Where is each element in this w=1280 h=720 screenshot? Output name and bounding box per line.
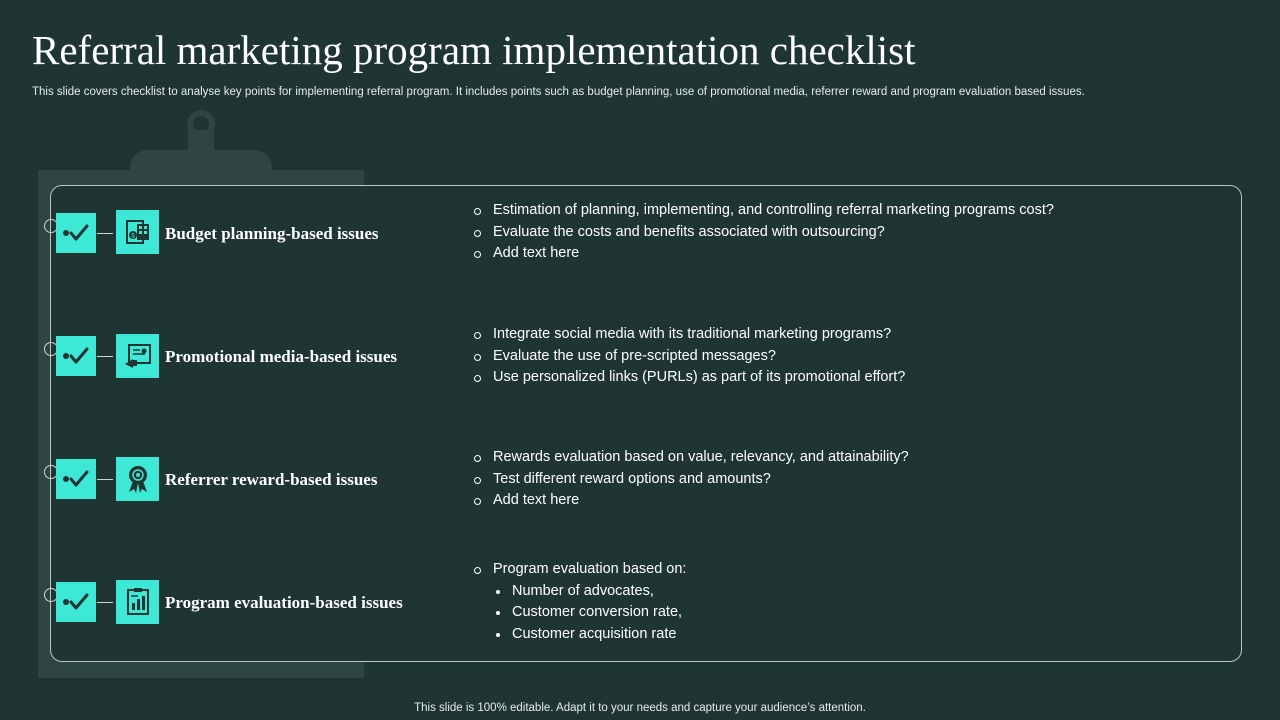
row-points <box>474 447 909 512</box>
checkbox-checked[interactable] <box>56 582 96 622</box>
row-label: Program evaluation-based issues <box>165 593 403 612</box>
megaphone-media-icon <box>116 334 159 378</box>
slide-title: Referral marketing program implementation checklist <box>32 27 916 73</box>
point-item: Add text here <box>474 490 909 512</box>
budget-calculator-icon <box>116 210 159 254</box>
row-points <box>474 200 1054 265</box>
point-item: Integrate social media with its traditional marketing programs? <box>474 324 905 346</box>
row-label: Budget planning-based issues <box>165 224 379 243</box>
row-connector <box>97 356 113 357</box>
svg-text:$: $ <box>130 233 135 240</box>
point-item: Evaluate the costs and benefits associated with outsourcing? <box>474 222 1054 244</box>
checkbox-checked[interactable] <box>56 336 96 376</box>
row-points <box>474 559 686 645</box>
sub-point-item: Customer conversion rate, <box>493 602 686 624</box>
point-item: Estimation of planning, implementing, and controlling referral marketing programs cost? <box>474 200 1054 222</box>
evaluation-report-icon <box>116 580 159 624</box>
checkbox-checked[interactable] <box>56 459 96 499</box>
sub-points <box>493 581 686 646</box>
checkmark-icon <box>62 468 90 490</box>
row-connector <box>97 233 113 234</box>
award-badge-icon <box>116 457 159 501</box>
sub-point-item: Number of advocates, <box>493 581 686 603</box>
point-item: Test different reward options and amounts? <box>474 469 909 491</box>
point-item: Rewards evaluation based on value, relevancy, and attainability? <box>474 447 909 469</box>
point-item: Program evaluation based on: Number of advocates, Customer conversion rate, Customer acquisition rate <box>474 559 686 645</box>
row-connector <box>97 479 113 480</box>
slide-footer: This slide is 100% editable. Adapt it to your needs and capture your audience’s attention. <box>414 702 866 714</box>
slide-subtitle: This slide covers checklist to analyse key points for implementing referral program. It includes points such as budget planning, use of promotional media, referrer reward and program evaluation based issues. <box>32 86 1085 98</box>
checkbox-checked[interactable] <box>56 213 96 253</box>
point-item: Evaluate the use of pre-scripted messages? <box>474 346 905 368</box>
row-label: Promotional media-based issues <box>165 347 398 366</box>
point-item: Use personalized links (PURLs) as part of its promotional effort? <box>474 367 905 389</box>
checkmark-icon <box>62 345 90 367</box>
row-connector <box>97 602 113 603</box>
point-item: Add text here <box>474 243 1054 265</box>
sub-point-item: Customer acquisition rate <box>493 624 686 646</box>
checkmark-icon <box>62 222 90 244</box>
row-label: Referrer reward-based issues <box>165 470 378 489</box>
checkmark-icon <box>62 591 90 613</box>
clipboard-clip-icon <box>130 110 272 174</box>
row-points <box>474 324 905 389</box>
